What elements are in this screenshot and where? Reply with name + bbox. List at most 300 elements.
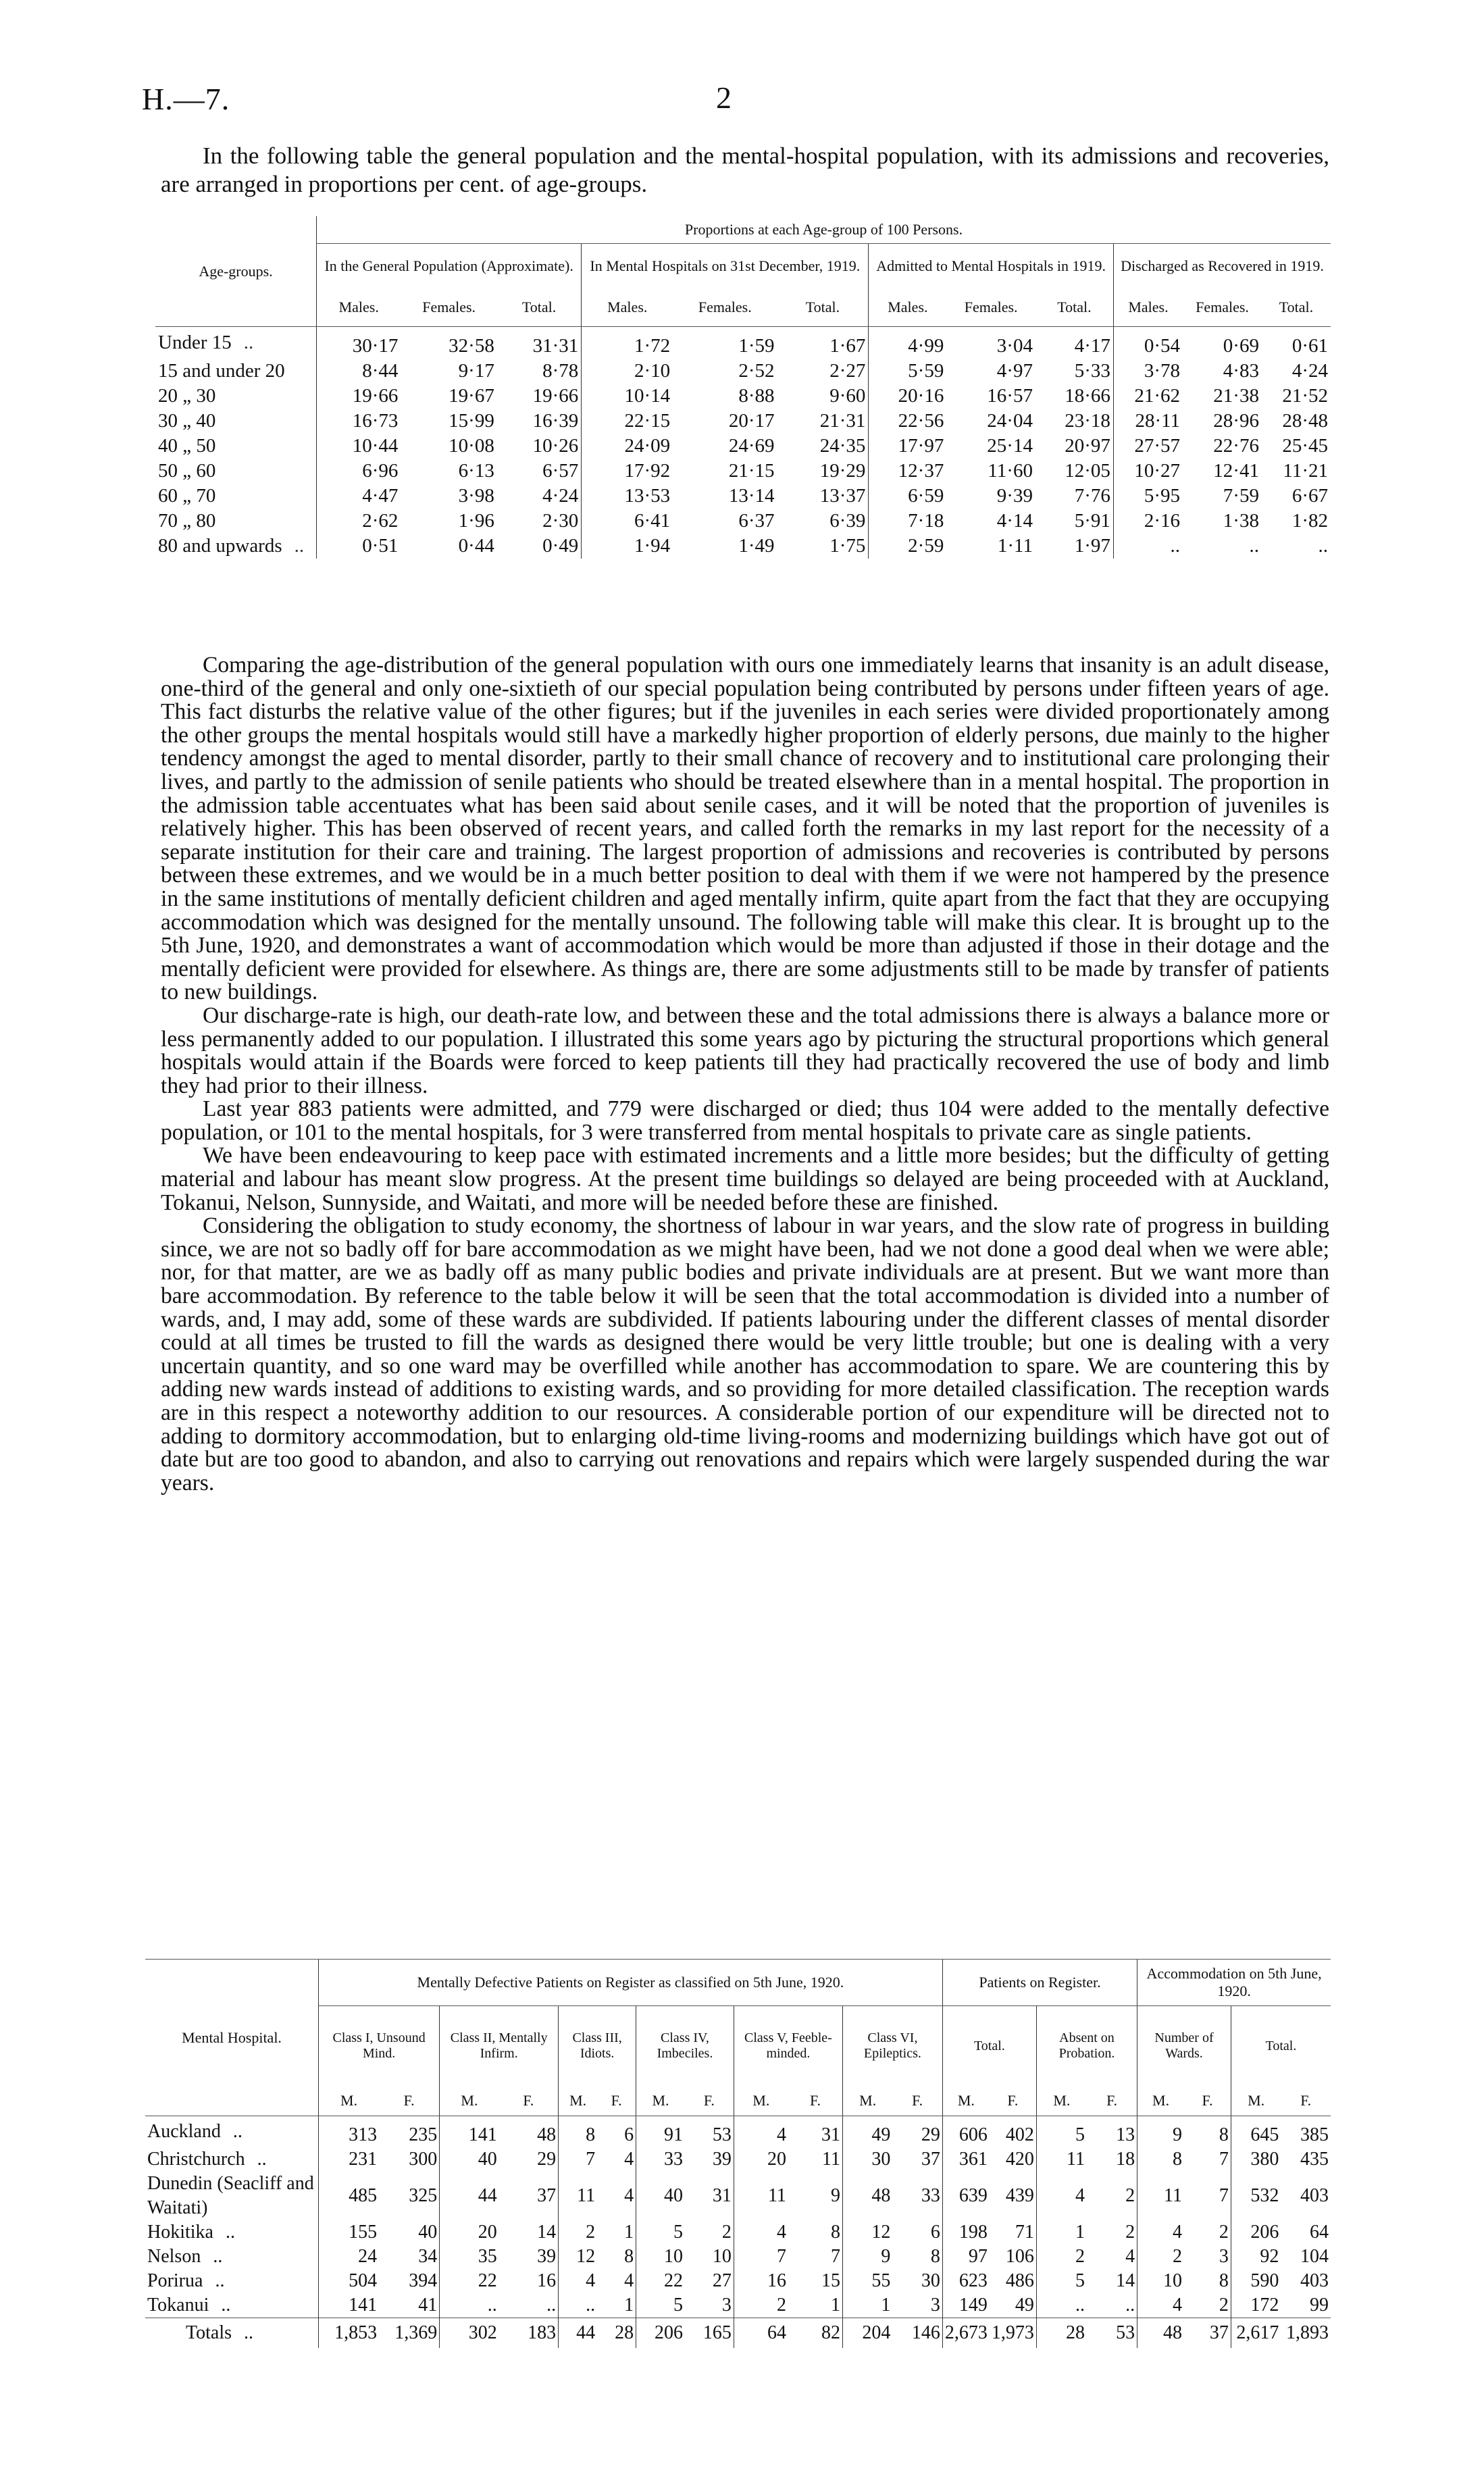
leader-dots: .. [213, 2246, 223, 2267]
table-cell: 9 [1137, 2116, 1184, 2148]
table-cell: 5 [1036, 2269, 1087, 2293]
table-cell: 21·15 [728, 460, 775, 482]
table-cell: 33 [636, 2147, 685, 2172]
table-cell: 17·97 [869, 434, 946, 459]
table-cell: 8 [831, 2222, 840, 2243]
table-cell: 53 [712, 2124, 732, 2145]
female-col-header: F. [892, 2086, 942, 2116]
table-cell: 24·09 [582, 434, 673, 459]
male-col-header: M. [636, 2086, 685, 2116]
table-cell: 24·04 [987, 410, 1033, 432]
hospital-name [145, 2220, 319, 2245]
table-cell: 71 [1015, 2222, 1034, 2243]
table-cell: 6·57 [542, 460, 579, 482]
table-row [155, 534, 1331, 559]
table-cell: 5·91 [1074, 510, 1110, 532]
table-cell: 28·11 [1113, 409, 1183, 434]
totals-row [145, 2318, 1331, 2349]
leader-dots: .. [215, 2270, 225, 2291]
table-cell: 9 [843, 2245, 893, 2269]
table-cell: 8 [1137, 2147, 1184, 2172]
table-cell: 3 [1219, 2246, 1229, 2267]
table-cell: 2 [1125, 2222, 1135, 2243]
totals-text: Totals [186, 2322, 232, 2343]
table-cell: 2 [1137, 2245, 1184, 2269]
table-cell: 1·72 [582, 327, 673, 359]
table-cell: 21·52 [1282, 385, 1328, 407]
table-cell: 25·45 [1282, 435, 1328, 457]
table-cell: 8·88 [738, 385, 775, 407]
table-cell: 4·99 [869, 327, 946, 359]
table-cell: 11 [1137, 2172, 1184, 2220]
age-group-text: 80 and upwards [158, 535, 282, 557]
table-cell: 2 [1219, 2295, 1229, 2316]
table-cell: 4 [1036, 2172, 1087, 2220]
totals-cell: 44 [559, 2318, 597, 2349]
table-row [155, 384, 1331, 409]
table-cell: 2·52 [738, 360, 775, 382]
leader-dots: .. [294, 535, 305, 557]
table-cell: 1 [1036, 2220, 1087, 2245]
column-header-females: Females. [401, 288, 496, 327]
table-cell: 10·27 [1113, 459, 1183, 484]
table-cell: 12·05 [1065, 460, 1110, 482]
accommodation-col-header: Number of Wards. [1137, 2006, 1231, 2087]
table-row [145, 2269, 1331, 2293]
male-col-header: M. [319, 2086, 380, 2116]
table-cell: 6·39 [829, 510, 866, 532]
table-cell: 11·21 [1283, 460, 1328, 482]
table-cell: 7 [1219, 2185, 1229, 2206]
column-header-total: Total. [777, 288, 869, 327]
table-cell: .. [559, 2293, 597, 2318]
column-header-males: Males. [582, 288, 673, 327]
table-row [155, 359, 1331, 384]
intro-paragraph: In the following table the general population and the mental-hospital population, with its admissions and recoveries, are arranged in proportions per cent. of age-groups. [161, 143, 1329, 197]
table-cell: 1·49 [738, 535, 775, 557]
table-cell: 16 [537, 2270, 557, 2291]
group-patients-register: Patients on Register. [942, 1960, 1137, 2006]
table-cell: 20 [440, 2220, 499, 2245]
table-cell: 6·37 [738, 510, 775, 532]
table-cell: 1·97 [1074, 535, 1110, 557]
female-col-header: F. [788, 2086, 843, 2116]
table-cell: 3·04 [996, 335, 1033, 357]
table-cell: 40 [418, 2222, 438, 2243]
leader-dots: .. [244, 2322, 254, 2343]
table-cell: 4 [624, 2270, 634, 2291]
table-cell: 606 [942, 2116, 990, 2148]
age-group-label [155, 434, 317, 459]
table-cell: 6 [624, 2124, 634, 2145]
age-group-text: 60 „ 70 [158, 485, 216, 507]
table-cell: 18·66 [1065, 385, 1110, 407]
totals-cell: 1,973 [990, 2318, 1037, 2349]
table-cell: 1·59 [738, 335, 775, 357]
table-cell: 7·18 [869, 509, 946, 534]
age-group-text: 70 „ 80 [158, 510, 216, 532]
table-cell: .. [1036, 2293, 1087, 2318]
paragraph-admissions: Last year 883 patients were admitted, and 779 were discharged or died; thus 104 were added to the mentally defective population, or 101 to the mental hospitals, for 3 were transferred from mental hospitals to private care as single patients. [161, 1096, 1329, 1145]
table-cell: 4·47 [317, 484, 401, 509]
totals-cell: 53 [1087, 2318, 1137, 2349]
table-row [145, 2116, 1331, 2148]
class-header: Class IV, Imbeciles. [636, 2006, 734, 2087]
age-group-label [155, 534, 317, 559]
table-cell: 22·15 [582, 409, 673, 434]
table-cell: 40 [636, 2172, 685, 2220]
column-header-total: Total. [1262, 288, 1331, 327]
table-cell: 14 [537, 2222, 557, 2243]
table-cell: 8·44 [317, 359, 401, 384]
age-group-text: Under 15 [158, 332, 232, 353]
table-cell: 6·96 [317, 459, 401, 484]
table-cell: 16 [734, 2269, 788, 2293]
table-cell: 3·98 [458, 485, 494, 507]
table-cell: 385 [1300, 2124, 1329, 2145]
table-cell: 64 [1310, 2222, 1329, 2243]
totals-cell: 1,369 [379, 2318, 440, 2349]
table-cell: 380 [1231, 2147, 1281, 2172]
table-row [155, 509, 1331, 534]
table-cell: 48 [537, 2124, 557, 2145]
table-cell: 4·17 [1074, 335, 1110, 357]
table-cell: 28·48 [1282, 410, 1328, 432]
table-cell: 485 [319, 2172, 380, 2220]
table-cell: 11 [822, 2149, 840, 2170]
table-cell: 35 [440, 2245, 499, 2269]
hospital-name [145, 2293, 319, 2318]
table-cell: 1 [843, 2293, 893, 2318]
class-header: Class V, Feeble-minded. [734, 2006, 842, 2087]
paragraph-age-distribution: Comparing the age-distribution of the general population with ours one immediately learns that insanity is an adult disease, one-third of the general and only one-sixtieth of our special population being contributed by persons under fifteen years of age. This fact disturbs the relative value of the other figures; but if the juveniles in each series were divided proportionately among the other groups the mental hospitals would still have a markedly higher proportion of elderly persons, due mainly to the higher tendency amongst the aged to mental disorder, partly to their small chance of recovery and to institutional care prolonging their lives, and partly to the admission of senile patients who should be treated elsewhere than in a mental hospital. The proportion in the admission table accentuates what has been said about senile cases, and it will be noted that the proportion of juveniles is relatively higher. This has been observed of recent years, and called forth the remarks in my last report for the necessity of a separate institution for their care and training. The largest proportion of admissions and recoveries is contributed by persons between these extremes, and we would be in a much better position to deal with them if we were not hampered by the presence in the same institutions of mentally deficient children and aged mentally infirm, quite apart from the fact that they are occupying accommodation which was designed for the mentally unsound. The following table will make this clear. It is brought up to the 5th June, 1920, and demonstrates a want of accommodation which would be more than adjusted if those in their dotage and the mentally deficient were provided for elsewhere. As things are, there are some adjustments still to be made by transfer of patients to new buildings. [161, 653, 1329, 1005]
female-col-header: F. [379, 2086, 440, 2116]
table-cell: 13·14 [728, 485, 775, 507]
table-cell: 361 [942, 2147, 990, 2172]
table-cell: 6·41 [582, 509, 673, 534]
table-cell: 91 [636, 2116, 685, 2148]
table-cell: 2 [1219, 2222, 1229, 2243]
table-cell: 37 [921, 2149, 940, 2170]
table-cell: .. [440, 2293, 499, 2318]
table-cell: 8 [1219, 2124, 1229, 2145]
age-group-label [155, 327, 317, 359]
table-cell: 5·95 [1113, 484, 1183, 509]
totals-cell: 204 [843, 2318, 893, 2349]
report-reference: H.—7. [142, 82, 230, 116]
table-cell: 6 [930, 2222, 940, 2243]
table-cell: 155 [319, 2220, 380, 2245]
table-cell: 10·44 [317, 434, 401, 459]
table-cell: 99 [1310, 2295, 1329, 2316]
table-cell: 403 [1300, 2270, 1329, 2291]
leader-dots: .. [226, 2222, 235, 2243]
age-group-label [155, 409, 317, 434]
totals-cell: 1,893 [1281, 2318, 1331, 2349]
table-row [155, 484, 1331, 509]
class-header: Class III, Idiots. [559, 2006, 636, 2087]
table-cell: 4 [734, 2220, 788, 2245]
table-cell: 2 [734, 2293, 788, 2318]
table-cell: 4·14 [996, 510, 1033, 532]
table-cell: 10 [636, 2245, 685, 2269]
body-text [161, 654, 1329, 1495]
table-cell: 19·66 [317, 384, 401, 409]
table-row [145, 2245, 1331, 2269]
table-cell: 32·58 [449, 335, 494, 357]
age-group-text: 40 „ 50 [158, 435, 216, 457]
table-cell: 20 [734, 2147, 788, 2172]
table-cell: 25·14 [987, 435, 1033, 457]
table-cell: 8 [559, 2116, 597, 2148]
table-cell: 1·38 [1223, 510, 1259, 532]
table-cell: 19·29 [819, 460, 866, 482]
column-header-total: Total. [1035, 288, 1113, 327]
table-cell: 2 [1125, 2185, 1135, 2206]
table-cell: 12·41 [1213, 460, 1259, 482]
hospital-accommodation-table [145, 1959, 1331, 2348]
paragraph-building-progress: We have been endeavouring to keep pace with estimated increments and a little more besides; but the difficulty of getting material and labour has meant slow progress. At the present time buildings so delayed are being proceeded with at Auckland, Tokanui, Nelson, Sunnyside, and Waitati, and more will be needed before these are finished. [161, 1143, 1329, 1215]
table-cell: 21·31 [819, 410, 866, 432]
age-group-text: 20 „ 30 [158, 385, 216, 407]
table-cell: 2 [1036, 2245, 1087, 2269]
table-cell: 1·67 [829, 335, 866, 357]
table-cell: 18 [1116, 2149, 1135, 2170]
female-col-header: F. [990, 2086, 1037, 2116]
female-col-header: F. [597, 2086, 636, 2116]
table-cell: 8 [930, 2246, 940, 2267]
table-cell: 0·61 [1291, 335, 1328, 357]
table-cell: 1·75 [829, 535, 866, 557]
table-cell: 9 [831, 2185, 840, 2206]
table-cell: 11 [734, 2172, 788, 2220]
table-cell: 33 [921, 2185, 940, 2206]
table-cell: 141 [319, 2293, 380, 2318]
hospital-name [145, 2116, 319, 2148]
female-col-header: F. [499, 2086, 559, 2116]
totals-cell: 2,673 [942, 2318, 990, 2349]
table-cell: 20·17 [728, 410, 775, 432]
table-cell: 11 [1036, 2147, 1087, 2172]
table-cell: 31 [712, 2185, 732, 2206]
table-cell: 7 [831, 2246, 840, 2267]
table-row [145, 2172, 1331, 2220]
table-cell: 1·96 [458, 510, 494, 532]
totals-cell: 165 [685, 2318, 734, 2349]
table-cell: 28·96 [1213, 410, 1259, 432]
table-cell: 27·57 [1113, 434, 1183, 459]
age-group-label [155, 459, 317, 484]
column-header-females: Females. [946, 288, 1035, 327]
table-cell: 31·31 [532, 335, 579, 357]
table-cell: 141 [440, 2116, 499, 2148]
table-cell: 4 [1125, 2246, 1135, 2267]
register-col-header: Total. [942, 2006, 1036, 2087]
table-cell: 7·76 [1074, 485, 1110, 507]
table-cell: 1 [831, 2295, 840, 2316]
table-cell: 7 [559, 2147, 597, 2172]
table-cell: 41 [418, 2295, 438, 2316]
table-cell: .. [1113, 534, 1183, 559]
table-cell: 17·92 [582, 459, 673, 484]
table-cell: 235 [409, 2124, 438, 2145]
table-cell: 16·39 [532, 410, 579, 432]
table-cell: 29 [921, 2124, 940, 2145]
hospital-name-text: Tokanui [147, 2295, 209, 2316]
table-cell: 402 [1005, 2124, 1034, 2145]
table-cell: 27 [712, 2270, 732, 2291]
paragraph-discharge-rate: Our discharge-rate is high, our death-rate low, and between these and the total admissions there is always a balance more or less permanently added to our population. I illustrated this some years ago by picturing the structural proportions which general hospitals would attain if the Boards were forced to keep patients till they had practically recovered the use of body and limb they had prior to their illness. [161, 1002, 1329, 1098]
table-row [155, 327, 1331, 359]
table-cell: 3 [930, 2295, 940, 2316]
hospital-name [145, 2245, 319, 2269]
table-cell: 24·69 [728, 435, 775, 457]
group-discharged: Discharged as Recovered in 1919. [1113, 244, 1331, 289]
totals-cell: 28 [597, 2318, 636, 2349]
table-cell: 9·60 [829, 385, 866, 407]
column-header-females: Females. [1183, 288, 1262, 327]
table-cell: 1 [624, 2222, 634, 2243]
male-col-header: M. [1231, 2086, 1281, 2116]
table-cell: 623 [942, 2269, 990, 2293]
table-cell: 1·94 [582, 534, 673, 559]
column-header-males: Males. [1113, 288, 1183, 327]
group-admitted: Admitted to Mental Hospitals in 1919. [869, 244, 1114, 289]
table-cell: 8·78 [542, 360, 579, 382]
table-cell: 15 [821, 2270, 840, 2291]
table-cell: 15·99 [449, 410, 494, 432]
totals-cell: 48 [1137, 2318, 1184, 2349]
table-cell: 14 [1116, 2270, 1135, 2291]
table-cell: 55 [843, 2269, 893, 2293]
table-cell: 4 [559, 2269, 597, 2293]
age-group-text: 15 and under 20 [158, 360, 285, 382]
table-cell: 4·97 [996, 360, 1033, 382]
male-col-header: M. [440, 2086, 499, 2116]
table-cell: 9·17 [458, 360, 494, 382]
table-cell: 12 [559, 2245, 597, 2269]
totals-cell: 37 [1184, 2318, 1231, 2349]
table-cell: 5·33 [1074, 360, 1110, 382]
table-cell: 590 [1231, 2269, 1281, 2293]
totals-cell: 146 [892, 2318, 942, 2349]
table-cell: 0·44 [458, 535, 494, 557]
table-cell: 20·16 [869, 384, 946, 409]
table-cell: 439 [1005, 2185, 1034, 2206]
table-cell: 435 [1300, 2149, 1329, 2170]
register-col-header: Absent on Probation. [1036, 2006, 1137, 2087]
table-cell: 104 [1300, 2246, 1329, 2267]
totals-cell: 206 [636, 2318, 685, 2349]
age-groups-header: Age-groups. [155, 216, 317, 327]
age-group-label [155, 509, 317, 534]
hospital-name-text: Dunedin (Seacliff and Waitati) [147, 2173, 314, 2218]
table-cell: 5·59 [869, 359, 946, 384]
table-cell: 3 [721, 2295, 732, 2316]
table-cell: 532 [1231, 2172, 1281, 2220]
table-cell: 39 [712, 2149, 732, 2170]
table-cell: 2 [721, 2222, 732, 2243]
table-cell: 19·66 [532, 385, 579, 407]
table-cell: 1·82 [1291, 510, 1328, 532]
table-cell: 6·59 [869, 484, 946, 509]
male-col-header: M. [1036, 2086, 1087, 2116]
table-cell: 300 [409, 2149, 438, 2170]
table-cell: 4 [1137, 2293, 1184, 2318]
table-cell: 24 [319, 2245, 380, 2269]
totals-label [145, 2318, 319, 2349]
table-cell: 4 [1137, 2220, 1184, 2245]
table-cell: 1 [624, 2295, 634, 2316]
table-cell: 10 [712, 2246, 732, 2267]
table-cell: 9·39 [996, 485, 1033, 507]
table-cell: 31 [821, 2124, 840, 2145]
table-cell: 2·27 [829, 360, 866, 382]
age-group-label [155, 484, 317, 509]
hospital-name-text: Auckland [147, 2121, 221, 2142]
table-cell: 19·67 [449, 385, 494, 407]
table-cell: 4 [734, 2116, 788, 2148]
table-cell: 420 [1005, 2149, 1034, 2170]
table-cell: 12·37 [869, 459, 946, 484]
table-cell: 22 [440, 2269, 499, 2293]
table-cell: 486 [1005, 2270, 1034, 2291]
female-col-header: F. [1087, 2086, 1137, 2116]
leader-dots: .. [243, 332, 254, 353]
table-cell: 21·62 [1113, 384, 1183, 409]
table-cell: 1·11 [997, 535, 1033, 557]
table-cell: 10 [1137, 2269, 1184, 2293]
class-header: Class II, Mentally Infirm. [440, 2006, 559, 2087]
table-cell: 325 [409, 2185, 438, 2206]
table-cell: 30 [843, 2147, 893, 2172]
table-cell: 403 [1300, 2185, 1329, 2206]
table-cell: 149 [942, 2293, 990, 2318]
table-cell: 0·49 [542, 535, 579, 557]
accommodation-col-header: Total. [1231, 2006, 1331, 2087]
female-col-header: F. [685, 2086, 734, 2116]
table-cell: 6·67 [1291, 485, 1328, 507]
table-cell: 2·10 [582, 359, 673, 384]
table-cell: 16·57 [987, 385, 1033, 407]
hospital-name-text: Hokitika [147, 2222, 213, 2243]
table-cell: 313 [319, 2116, 380, 2148]
group-in-hospitals: In Mental Hospitals on 31st December, 1919. [582, 244, 869, 289]
hospital-name [145, 2269, 319, 2293]
table-cell: 7 [734, 2245, 788, 2269]
male-col-header: M. [734, 2086, 788, 2116]
table-cell: 49 [1015, 2295, 1034, 2316]
table-cell: 4 [624, 2185, 634, 2206]
age-proportions-table [155, 216, 1331, 559]
table-cell: 29 [537, 2149, 557, 2170]
table-cell: 13 [1116, 2124, 1135, 2145]
table-row [155, 409, 1331, 434]
table-cell: 7·59 [1223, 485, 1259, 507]
table-cell: 97 [942, 2245, 990, 2269]
age-group-text: 50 „ 60 [158, 460, 216, 482]
group-mentally-defective: Mentally Defective Patients on Register as classified on 5th June, 1920. [319, 1960, 943, 2006]
table-cell: 645 [1231, 2116, 1281, 2148]
table-cell: 4·24 [542, 485, 579, 507]
table-cell: 24·35 [819, 435, 866, 457]
male-col-header: M. [559, 2086, 597, 2116]
table-row [155, 434, 1331, 459]
leader-dots: .. [257, 2149, 267, 2170]
table-cell: 44 [440, 2172, 499, 2220]
table-cell: 11 [559, 2172, 597, 2220]
table-cell: 2·59 [869, 534, 946, 559]
